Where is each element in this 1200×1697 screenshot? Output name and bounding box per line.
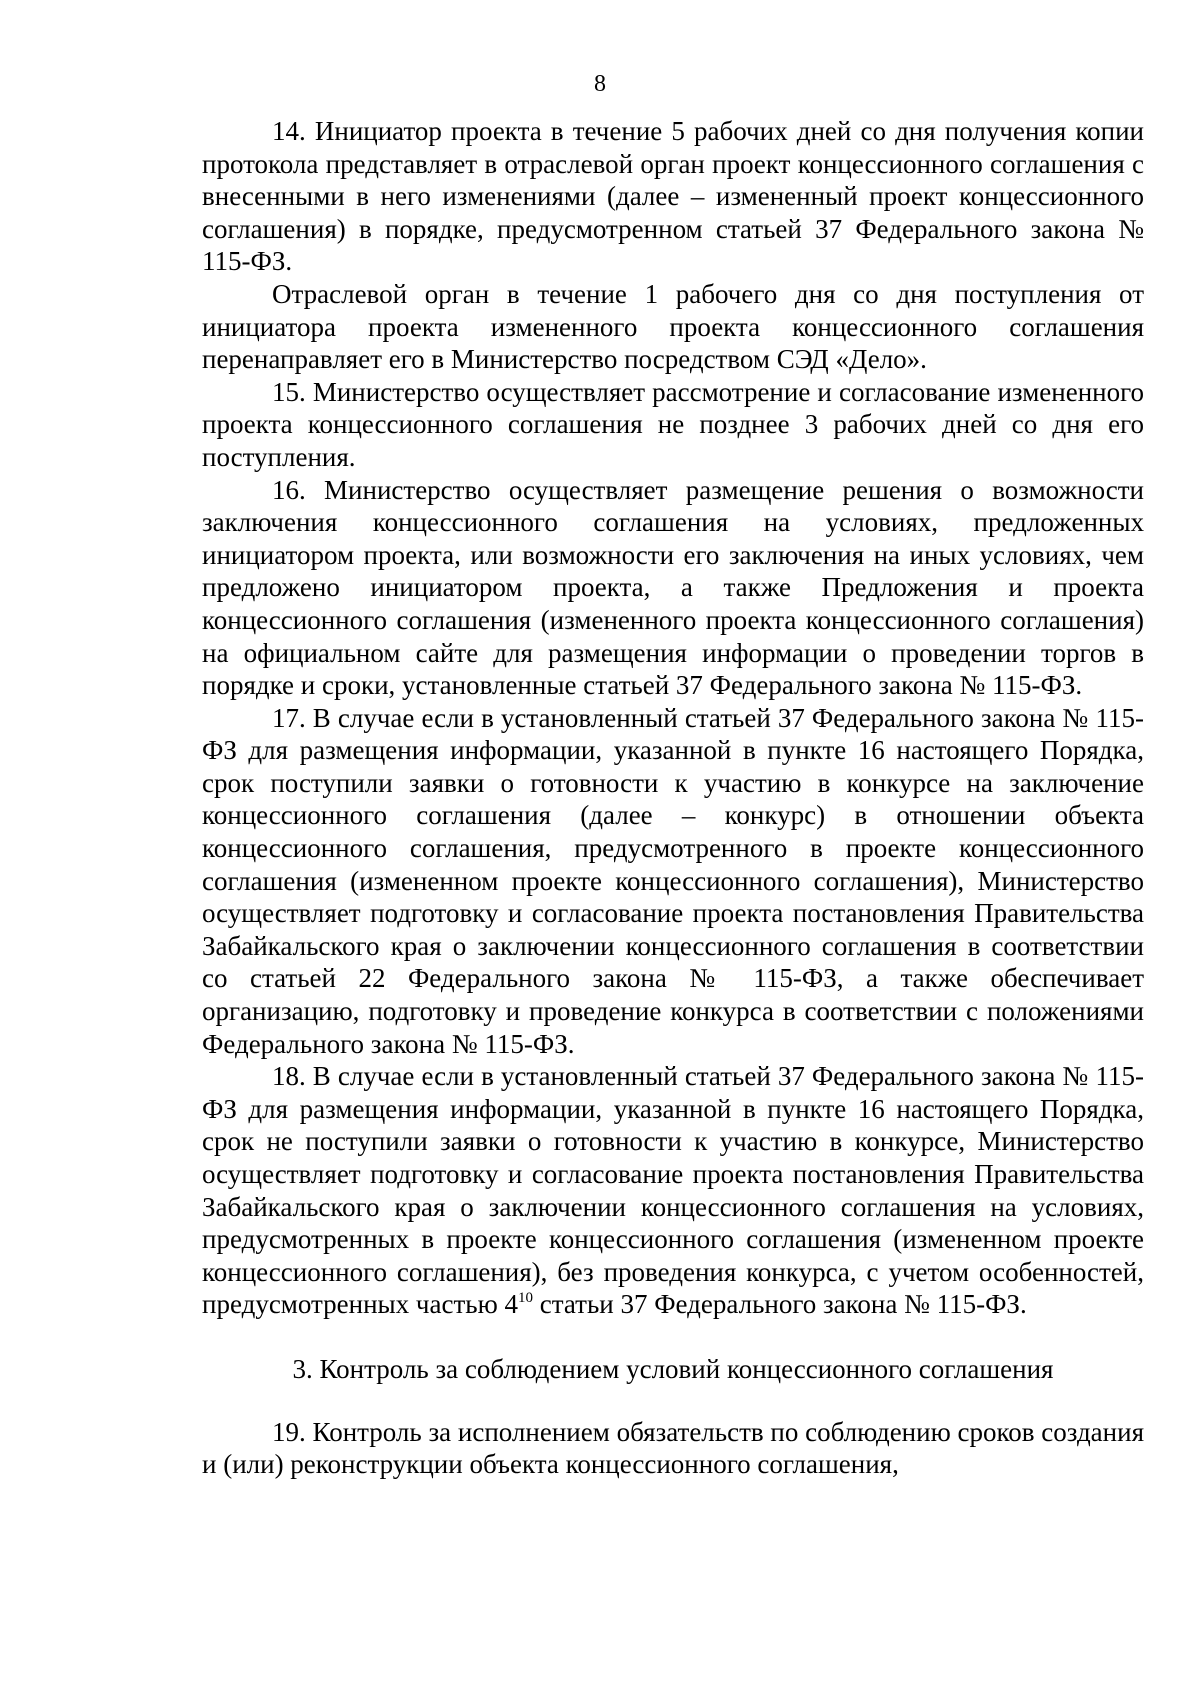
section-heading: 3. Контроль за соблюдением условий концессионного соглашения: [292, 1353, 1054, 1384]
paragraph-15: 15. Министерство осуществляет рассмотрение и согласование измененного проекта концессионного соглашения не позднее 3 рабочих дней со дня его поступления.: [202, 376, 1144, 472]
document-body: [202, 115, 1144, 1481]
paragraph-19: 19. Контроль за исполнением обязательств по соблюдению сроков создания и (или) реконструкции объекта концессионного соглашения,: [202, 1416, 1144, 1480]
paragraph-16: 16. Министерство осуществляет размещение решения о возможности заключения концессионного соглашения на условиях, предложенных инициатором проекта, или возможности его заключения на иных условиях, чем предложено инициатором проекта, а также Предложения и проекта концессионного соглашения (измененного проекта концессионного соглашения) на официальном сайте для размещения информации о проведении торгов в порядке и сроки, установленные статьей 37 Федерального закона № 115-ФЗ.: [202, 474, 1144, 701]
paragraph-18-text: 18. В случае если в установленный статьей 37 Федерального закона № 115-ФЗ для размещения информации, указанной в пункте 16 настоящего Порядка, срок не поступили заявки о готовности к участию в конкурсе, Министерство осуществляет подготовку и согласование проекта постановления Правительства Забайкальского края о заключении концессионного соглашения на условиях, предусмотренных в проекте концессионного соглашения (измененном проекте концессионного соглашения), без проведения конкурса, с учетом особенностей, предусмотренных частью 4: [202, 1061, 1144, 1320]
paragraph-18: [202, 1060, 1144, 1321]
paragraph-14-continuation: Отраслевой орган в течение 1 рабочего дня со дня поступления от инициатора проекта измененного проекта концессионного соглашения перенаправляет его в Министерство посредством СЭД «Дело».: [202, 278, 1144, 375]
paragraph-17: 17. В случае если в установленный статьей 37 Федерального закона № 115-ФЗ для размещения информации, указанной в пункте 16 настоящего Порядка, срок поступили заявки о готовности к участию в конкурсе на заключение концессионного соглашения (далее – конкурс) в отношении объекта концессионного соглашения, предусмотренного в проекте концессионного соглашения (измененном проекте концессионного соглашения), Министерство осуществляет подготовку и согласование проекта постановления Правительства Забайкальского края о заключении концессионного соглашения в соответствии со статьей 22 Федерального закона № 115-ФЗ, а также обеспечивает организацию, подготовку и проведение конкурса в соответствии с положениями Федерального закона № 115-ФЗ.: [202, 702, 1144, 1059]
paragraph-18-text-end: статьи 37 Федерального закона № 115-ФЗ.: [533, 1289, 1027, 1320]
page-number: 8: [594, 71, 606, 97]
paragraph-18-superscript: 10: [518, 1290, 534, 1307]
paragraph-14: 14. Инициатор проекта в течение 5 рабочих дней со дня получения копии протокола представляет в отраслевой орган проект концессионного соглашения с внесенными в него изменениями (далее – измененный проект концессионного соглашения) в порядке, предусмотренном статьей 37 Федерального закона № 115-ФЗ.: [202, 116, 1144, 277]
